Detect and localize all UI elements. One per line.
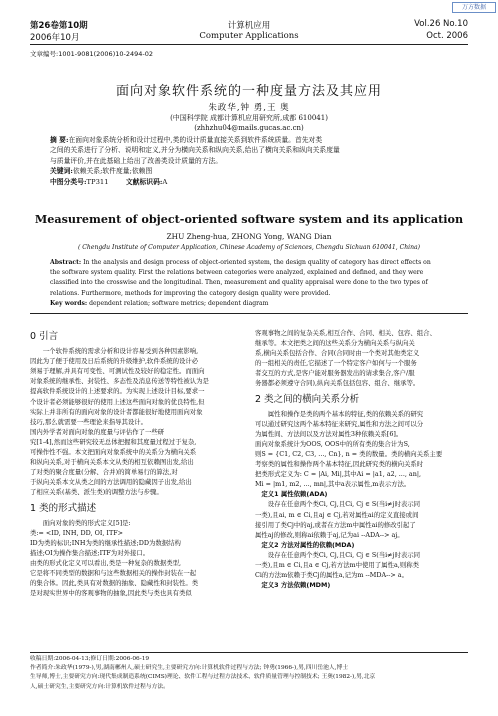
abstract-cn-label: 摘 要: — [50, 136, 69, 144]
section-2-body — [255, 409, 468, 490]
abstract-en-label: Abstract: — [50, 259, 82, 266]
text-line: 属性和操作是类的两个基本的特征,类的依赖关系的研究 — [267, 409, 424, 418]
header-rule — [30, 44, 468, 45]
text-line: 它是将不同类型的数据和与这些数据相关的操作封装在一起 — [30, 569, 197, 578]
text-line: 人,硕士研究生,主要研究方向:计算机软件过程与方法。 — [30, 683, 169, 690]
text-line: 可以通过研究这两个基本特征来研究,属性和方法之间可以分 — [255, 419, 424, 428]
text-line: 技巧,那么就需要一些理论来指导其设计。 — [30, 417, 148, 426]
text-line: 则S = {C1, C2, C3, ..., Cn}, n = 类的数量。类的横向关系主要 — [255, 450, 443, 459]
text-line: 提高软件系统设计的上述要求的。为实现上述设计目标,要求一 — [30, 387, 205, 396]
text-line: 者交互的方式,是客户能对服务器发出的请求集合,客户/服 — [255, 369, 415, 378]
keywords-cn-label: 关键词: — [50, 167, 73, 176]
text-line: 的集合体。因此,类具有对数据的抽象、隐藏性和封装性。类 — [30, 579, 199, 588]
right-para-1 — [255, 328, 468, 389]
text-line: 面向对象系统计为OOS, OOS中的所有类的集合计为S, — [255, 439, 410, 448]
text-line: 设存在任意两个类Ci, Cj,且Ci, Cj ∈ S(当i≠j时表示同 — [267, 500, 421, 509]
text-line: 因此为了便于使用及日后系统的升级维护,软件系统的设计必 — [30, 357, 199, 366]
text-line: 收稿日期:2006-04-13;修订日期:2006-06-19 — [30, 656, 150, 662]
journal-en: Computer Applications — [199, 31, 299, 41]
abstract-cn-line: 在面向对象系统分析和设计过程中,类的设计质量直接关系到软件系统质量。首先对类 — [68, 136, 323, 144]
title-en: Measurement of object-oriented software system and its application — [34, 212, 464, 226]
abstract-cn-line: 与质量评价,并在此基础上给出了改善类设计质量的方法。 — [50, 156, 223, 165]
definition-2-title: 定义2 方法对属性的依赖(MDA) — [261, 540, 355, 549]
text-line: 类:= <ID, INH, DD, OI, ITF> — [30, 528, 124, 537]
text-line: 个设计者必须能够很好的使用上述这些面向对象的优良特性,但 — [30, 397, 205, 406]
keywords-en-label: Key words: — [50, 299, 88, 307]
text-line: 作者简介:朱政华(1979-),男,湖南郴州人,硕士研究生,主要研究方向:计算机软件过程与方法; 钟勇(1966-),男,四川岳池人,博士 — [30, 665, 349, 672]
text-line: 一类),且ai, m ∈ Ci,且aj ∈ Cj,若对属性ai的定义直接或间 — [255, 510, 419, 519]
text-line: 和纵向关系,对于横向关系本文从类的相互依赖图出发,给出 — [30, 458, 194, 467]
definition-2-body — [255, 550, 468, 580]
section-0-title: 0 引言 — [30, 331, 59, 342]
left-column — [30, 326, 243, 598]
text-line: 可操作性不强。本文把面向对象系统中的关系分为横向关系 — [30, 448, 197, 457]
footnote — [30, 655, 468, 692]
text-line: 由类的形式化定义可以看出,类是一种复杂的数据类型, — [30, 558, 182, 567]
text-line: 一个软件系统的需求分析和设计容易受到各种因素影响, — [42, 347, 199, 356]
text-line: Ci的方法m依赖于类Cj的属性a,记为m --MDA--> a。 — [255, 570, 408, 579]
keywords-en-value: dependent relation; software metrics; dependent diagram — [89, 299, 269, 307]
text-line: 了相应关系(基类、派生类)的调整方法与步骤。 — [30, 488, 163, 497]
abstract-cn — [50, 135, 450, 187]
text-line: 把类形式定义为: C = |Ai, Mi|,其中Ai = |a1, a2, ..., an|, — [255, 470, 422, 479]
affiliation-en: ( Chengdu Institute of Computer Application, Chinese Academy of Sciences, Chengdu Sichuan 610041, China) — [77, 244, 421, 251]
authors-cn: 朱政华,钟 勇,王 奥 — [208, 103, 290, 113]
section-1-body — [30, 518, 243, 599]
text-line: 继承等。本文把类之间的这些关系分为横向关系与纵向关 — [255, 339, 415, 348]
text-line: 描述;OI为操作集合描述;ITF为对外接口。 — [30, 548, 150, 557]
text-line: 务器都必须遵守合同),纵向关系包括包容、组合、继承等。 — [255, 379, 420, 388]
abstract-en-line: In the analysis and design process of object-oriented system, the design quality of category has direct effects on — [83, 259, 431, 266]
text-line: ID为类的标识;INH为类的继承性描述;DD为数据结构 — [30, 538, 181, 547]
abstract-en-line: relations. Furthermore, methods for improving the category design quality were provided. — [50, 289, 331, 297]
article-id: 文章编号:1001-9081(2006)10-2494-02 — [30, 50, 154, 58]
watermark-stamp: 万方数据 — [452, 2, 496, 13]
abstract-cn-line: 之间的关系进行了分析、说明和定义,并分为横向关系和纵向关系,给出了横向关系和纵向关系度量 — [50, 146, 340, 155]
definition-1-title: 定义1 属性依赖(ADA) — [261, 490, 328, 499]
text-line: 对象系统的继承性、封装性、多态性及消息传送等特性被认为是 — [30, 377, 209, 386]
date-cn: 2006年10月 — [30, 33, 80, 43]
abstract-rule — [30, 313, 468, 314]
text-line: Mi = |m1, m2, ..., mn|,其中a表示属性,m表示方法。 — [255, 480, 411, 489]
text-line: 国内外学者对面向对象的度量与评估作了一些研 — [30, 427, 165, 436]
definition-3-title: 定义3 方法依赖(MDM) — [261, 581, 331, 590]
section-2-title: 2 类之间的横向关系分析 — [255, 393, 360, 405]
text-line: 系,横向关系包括合作、合同(合同时由一个类对其他类定义 — [255, 349, 420, 358]
text-line: 须易于理解,并具有可变性、可测试性及较好的稳定性。而面向 — [30, 367, 205, 376]
section-0-body — [30, 346, 243, 497]
text-line: 属性aj的修改,则称ai依赖于aj,记为ai --ADA--> aj。 — [255, 530, 404, 539]
keywords-cn-value: 依赖关系;软件度量;依赖图 — [72, 167, 153, 176]
date-en: Oct. 2006 — [426, 31, 468, 41]
affiliation-cn: (中国科学院 成都计算机应用研究所,成都 610041) — [170, 114, 328, 122]
text-line: 于纵向关系本文从类之间的方法调用的隐藏因子出发,给出 — [30, 478, 192, 487]
doc-value: A — [162, 177, 168, 186]
text-line: 了对类的聚合度量(分解、合并)的简单易行的算法,对 — [30, 468, 178, 477]
text-line: 面向对象的类的形式定义[5]是: — [42, 518, 131, 527]
doc-label: 文献标识码: — [125, 177, 163, 186]
text-line: 为属性间、方法间以及方法对属性3种依赖关系[6]。 — [255, 429, 403, 438]
authors-en: ZHU Zheng-hua, ZHONG Yong, WANG Dian — [166, 232, 332, 241]
text-line: 客观事物之间的复杂关系,相互合作、合同、相关、包容、组合、 — [255, 329, 436, 337]
section-1-title: 1 类的形式描述 — [30, 502, 97, 514]
email: (zhhzhu04@mails.gucas.ac.cn) — [194, 124, 304, 132]
footnote-rule — [30, 652, 468, 653]
text-line: 考察类的属性和操作两个基本特征,因此研究类的横向关系时 — [255, 460, 424, 469]
text-line: 是对现实世界中的客观事物的抽象,因此类与类也具有类似 — [30, 589, 192, 598]
definition-1-body — [255, 499, 468, 539]
clc-label: 中图分类号: — [50, 177, 87, 186]
text-line: 一类),且m ∈ Ci,且a ∈ Cj,若方法m中使用了属性a,则称类 — [255, 560, 419, 569]
text-line: 的一组相关的责任,它描述了一个特定客户如何与一个服务 — [255, 359, 417, 368]
abstract-en-line: the software system quality. First the relations between categories were analyzed, explained and defined, and they were — [50, 269, 424, 277]
text-line: 实际上并非所有的面向对象的设计者都能很好地使用面向对象 — [30, 407, 203, 416]
abstract-en-line: classified into the crosswise and the longitudinal. Then, measurement and quality appraisal were done to the two types of — [50, 279, 428, 287]
text-line: 设存在任意两个类Ci, Cj,且Ci, Cj ∈ S(当i≠j时表示同 — [267, 550, 421, 559]
right-column — [255, 328, 468, 590]
title-cn: 面向对象软件系统的一种度量方法及其应用 — [115, 84, 382, 99]
text-line: 究[1-4],然而这些研究较无总体把握和其度量过程过于复杂, — [30, 437, 197, 446]
volume-en: Vol.26 No.10 — [414, 19, 468, 29]
clc-value: TP311 — [86, 177, 109, 186]
journal-cn: 计算机应用 — [227, 21, 271, 31]
text-line: 接引用了类Cj中的aj,或者在方法m中属性ai的修改引起了 — [255, 520, 416, 529]
abstract-en — [50, 258, 452, 309]
text-line: 生导师,博士,主要研究方向:现代集成制造系统(CIMS)理论、软件工程与过程方法技术、软件质量管理与控制技术; 王奥(1982-),男,北京 — [30, 674, 376, 681]
volume-cn: 第26卷第10期 — [30, 21, 88, 31]
